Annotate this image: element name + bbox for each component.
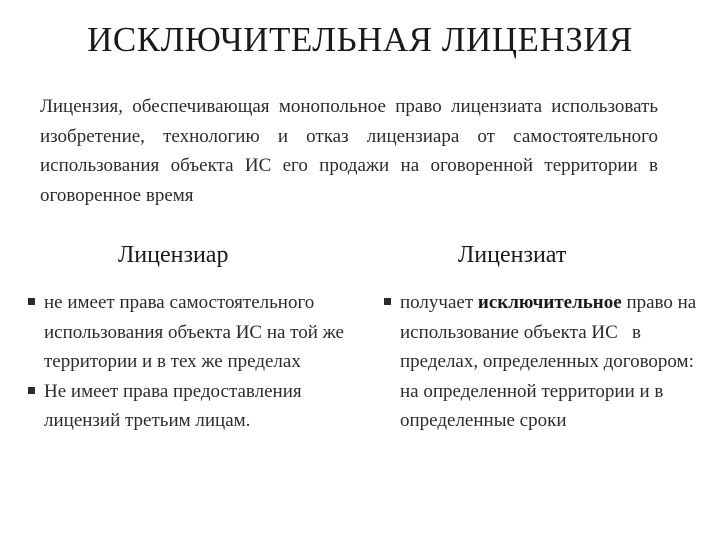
licensor-bullet-1-text: не имеет права самостоятельного использования объекта ИС на той же территории и в тех же пределах bbox=[44, 292, 344, 372]
licensee-bullet-rest: право на использование объекта ИС в пределах, определенных договором: на определенной территории и в определенные сроки bbox=[400, 292, 701, 431]
licensee-bullet-prefix: получает bbox=[400, 292, 478, 313]
slide-title: ИСКЛЮЧИТЕЛЬНАЯ ЛИЦЕНЗИЯ bbox=[87, 20, 633, 59]
licensor-bullet-2 bbox=[28, 377, 368, 436]
licensor-bullet-2-text: Не имеет права предоставления лицензий третьим лицам. bbox=[44, 380, 302, 431]
bullet-square-icon bbox=[28, 298, 35, 305]
licensor-column bbox=[28, 288, 368, 436]
licensee-bullet-highlight: исключительное bbox=[477, 292, 622, 313]
licensor-heading: Лицензиар bbox=[118, 242, 229, 268]
bullet-square-icon bbox=[384, 298, 391, 305]
licensee-column bbox=[384, 288, 704, 436]
definition-text: Лицензия, обеспечивающая монопольное право лицензиата использовать изобретение, технологию и отказ лицензиара от самостоятельного использования объекта ИС его продажи на оговоренной территории в оговоренное время bbox=[40, 96, 658, 206]
licensor-bullet-1 bbox=[28, 288, 368, 377]
licensee-heading: Лицензиат bbox=[458, 242, 567, 268]
licensee-bullet-1 bbox=[384, 288, 704, 436]
bullet-square-icon bbox=[28, 387, 35, 394]
